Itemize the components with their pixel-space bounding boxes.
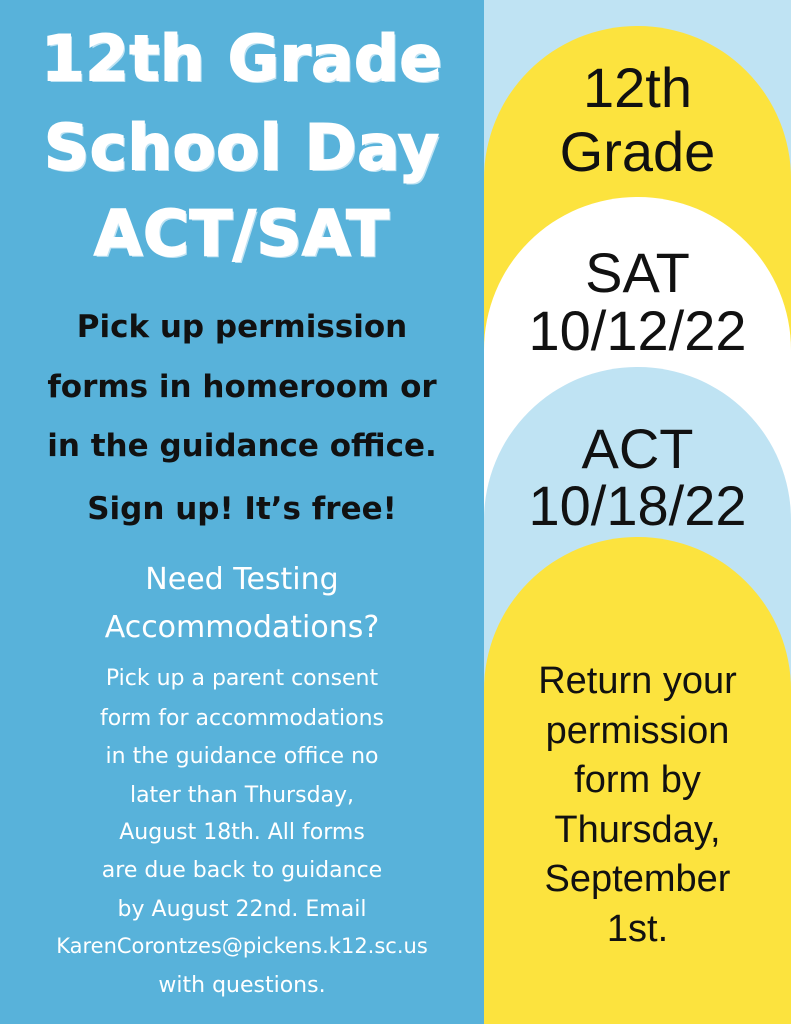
act-label: ACT	[581, 417, 694, 480]
pickup-line-4: Sign up! It’s free!	[87, 491, 397, 527]
grade-label: Grade	[559, 120, 716, 183]
return-line-1: Return your	[538, 660, 737, 702]
pickup-line-3: in the guidance office.	[47, 428, 437, 464]
return-line-6: 1st.	[606, 908, 669, 950]
accommodations-line-7: by August 22nd. Email	[117, 897, 367, 922]
sat-date: 10/12/22	[528, 299, 747, 362]
title-line-2: School Day	[44, 111, 440, 184]
accommodations-heading-1: Need Testing	[145, 562, 339, 597]
accommodations-line-6: are due back to guidance	[101, 858, 383, 883]
return-line-5: September	[544, 858, 731, 900]
accommodations-line-3: in the guidance office no	[105, 744, 379, 769]
grade-number: 12th	[583, 56, 692, 119]
return-line-2: permission	[545, 710, 730, 752]
contact-email: KarenCorontzes@pickens.k12.sc.us	[56, 934, 428, 958]
accommodations-line-1: Pick up a parent consent	[105, 666, 379, 691]
return-line-3: form by	[574, 759, 701, 801]
title-line-3: ACT/SAT	[94, 197, 390, 270]
accommodations-line-9: with questions.	[158, 973, 326, 998]
pickup-line-2: forms in homeroom or	[47, 369, 437, 405]
accommodations-line-5: August 18th. All forms	[119, 820, 365, 845]
accommodations-line-4: later than Thursday,	[129, 783, 355, 808]
sat-label: SAT	[585, 241, 690, 304]
accommodations-line-2: form for accommodations	[99, 706, 385, 731]
accommodations-heading-2: Accommodations?	[104, 610, 380, 645]
right-panel	[484, 0, 791, 1024]
pickup-line-1: Pick up permission	[76, 309, 408, 345]
title-line-1: 12th Grade	[41, 22, 443, 95]
return-line-4: Thursday,	[554, 809, 721, 851]
act-date: 10/18/22	[528, 474, 747, 537]
